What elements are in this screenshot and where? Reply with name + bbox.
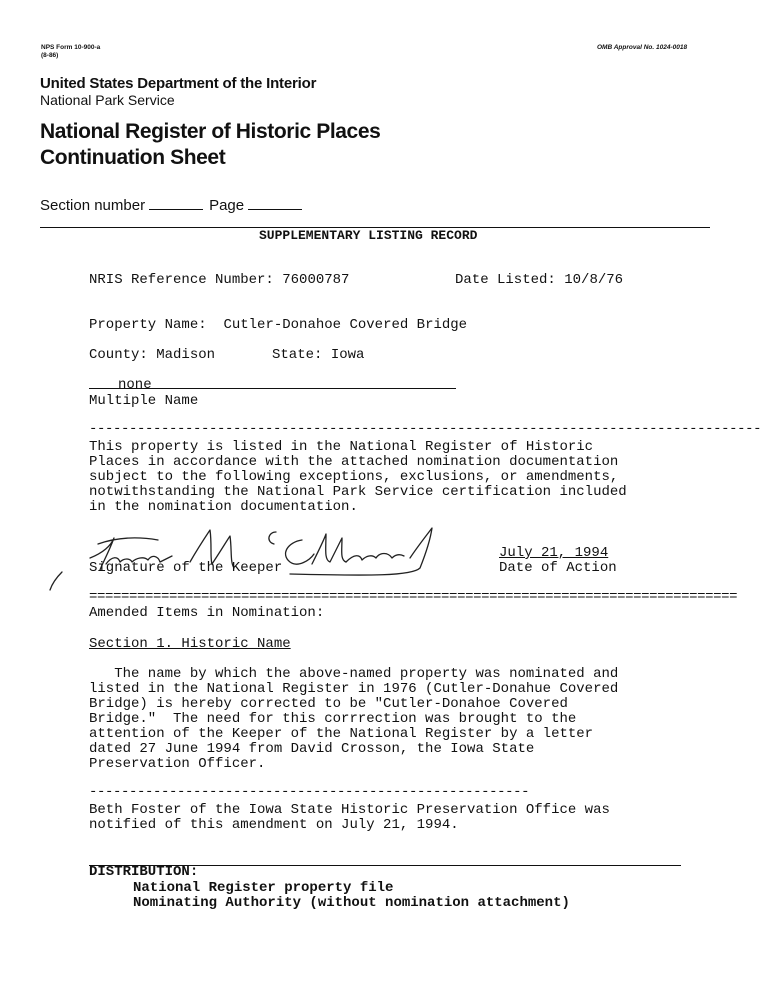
action-date: July 21, 1994: [499, 545, 609, 561]
state-line: State: Iowa: [272, 347, 365, 363]
page-title: National Register of Historic Places: [40, 120, 381, 143]
form-number: NPS Form 10-900-a (8-86): [41, 44, 101, 59]
county-value: Madison: [156, 347, 216, 363]
section-page-row: [40, 197, 308, 214]
property-value: Cutler-Donahoe Covered Bridge: [223, 317, 468, 333]
statement-line-1: This property is listed in the National Register of Historic: [89, 439, 594, 455]
agency-name: National Park Service: [40, 92, 175, 108]
omb-approval: OMB Approval No. 1024-0018: [597, 44, 688, 51]
body-line-5: attention of the Keeper of the National Register by a letter: [89, 726, 594, 742]
statement-line-2: Places in accordance with the attached nomination documentation: [89, 454, 619, 470]
body-line-3: Bridge) is hereby corrected to be "Cutler-Donahoe Covered: [89, 696, 568, 712]
date-listed-value: 10/8/76: [564, 272, 624, 288]
statement-line-5: in the nomination documentation.: [89, 499, 358, 515]
body-line-1: The name by which the above-named property was nominated and: [89, 666, 619, 682]
section-label: Section number: [40, 197, 146, 214]
notice-line-2: notified of this amendment on July 21, 1994.: [89, 817, 459, 833]
signature-label: Signature of the Keeper: [89, 560, 283, 576]
section-heading: Section 1. Historic Name: [89, 636, 291, 652]
distribution-label: DISTRIBUTION:: [89, 864, 199, 880]
property-line: Property Name: Cutler-Donahoe Covered Bridge: [89, 317, 468, 333]
statement-line-3: subject to the following exceptions, exclusions, or amendments,: [89, 469, 619, 485]
multiple-name-underline: [89, 388, 456, 389]
date-listed-line: Date Listed: 10/8/76: [455, 272, 624, 288]
body-line-4: Bridge." The need for this corrrection was brought to the: [89, 711, 577, 727]
statement-line-4: notwithstanding the National Park Service certification included: [89, 484, 627, 500]
short-dashed-separator: -------------------------------------------------------: [89, 784, 530, 800]
page-subtitle: Continuation Sheet: [40, 146, 226, 169]
section-blank: [149, 197, 203, 210]
state-value: Iowa: [330, 347, 365, 363]
notice-line-1: Beth Foster of the Iowa State Historic Preservation Office was: [89, 802, 610, 818]
body-line-6: dated 27 June 1994 from David Crosson, the Iowa State: [89, 741, 535, 757]
distribution-item: Nominating Authority (without nomination attachment): [133, 895, 570, 911]
keeper-signature: [40, 518, 460, 598]
page-blank: [248, 197, 302, 210]
action-date-label: Date of Action: [499, 560, 617, 576]
dashed-separator: ------------------------------------------------------------------------------------: [89, 421, 761, 437]
page-label: Page: [209, 197, 245, 214]
record-heading: SUPPLEMENTARY LISTING RECORD: [259, 228, 478, 243]
double-separator: =================================================================================: [89, 589, 738, 605]
distribution-item: National Register property file: [133, 880, 394, 896]
department-name: United States Department of the Interior: [40, 75, 317, 92]
nris-line: NRIS Reference Number: 76000787: [89, 272, 350, 288]
amended-heading: Amended Items in Nomination:: [89, 605, 325, 621]
multiple-name-value: none: [118, 377, 152, 393]
body-line-2: listed in the National Register in 1976 (Cutler-Donahue Covered: [89, 681, 619, 697]
county-line: County: Madison: [89, 347, 216, 363]
nris-value: 76000787: [282, 272, 350, 288]
multiple-name-label: Multiple Name: [89, 393, 199, 409]
body-line-7: Preservation Officer.: [89, 756, 266, 772]
